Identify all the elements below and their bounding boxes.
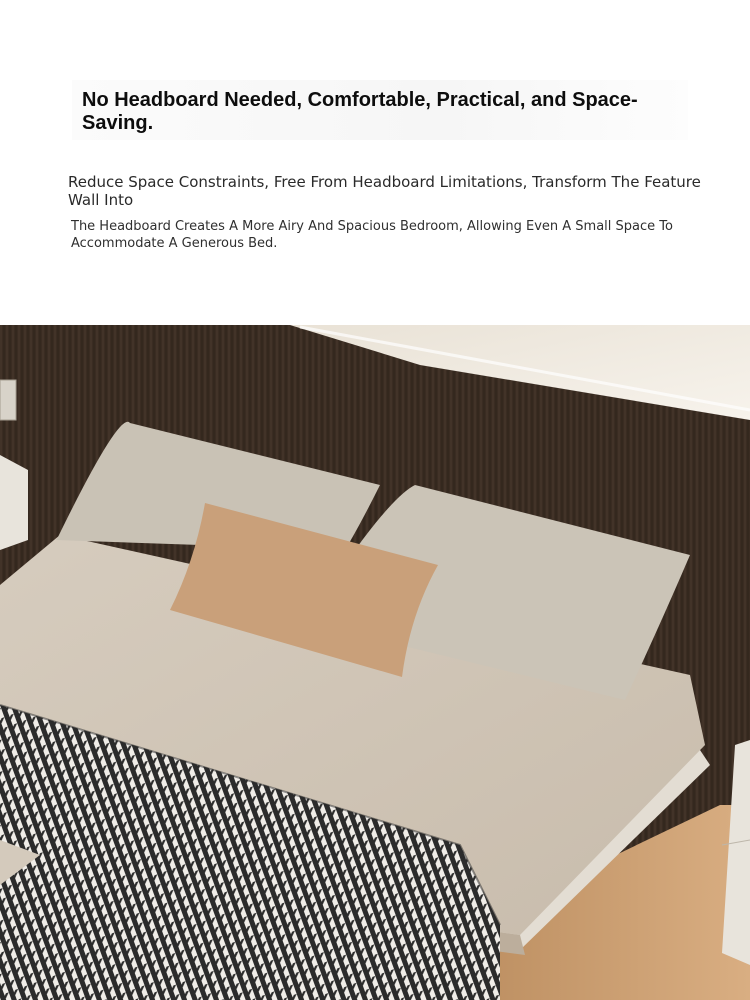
body-text: The Headboard Creates A More Airy And Spacious Bedroom, Allowing Even A Small Space To Accommodate A Generous Bed. [71, 219, 673, 251]
text-section [0, 0, 750, 325]
headline: No Headboard Needed, Comfortable, Practical, and Space-Saving. [82, 89, 638, 134]
left-nightstand [0, 455, 28, 550]
light-switch [0, 380, 16, 420]
bed-photo [0, 325, 750, 1000]
subheadline: Reduce Space Constraints, Free From Headboard Limitations, Transform The Feature Wall Into [68, 173, 701, 209]
